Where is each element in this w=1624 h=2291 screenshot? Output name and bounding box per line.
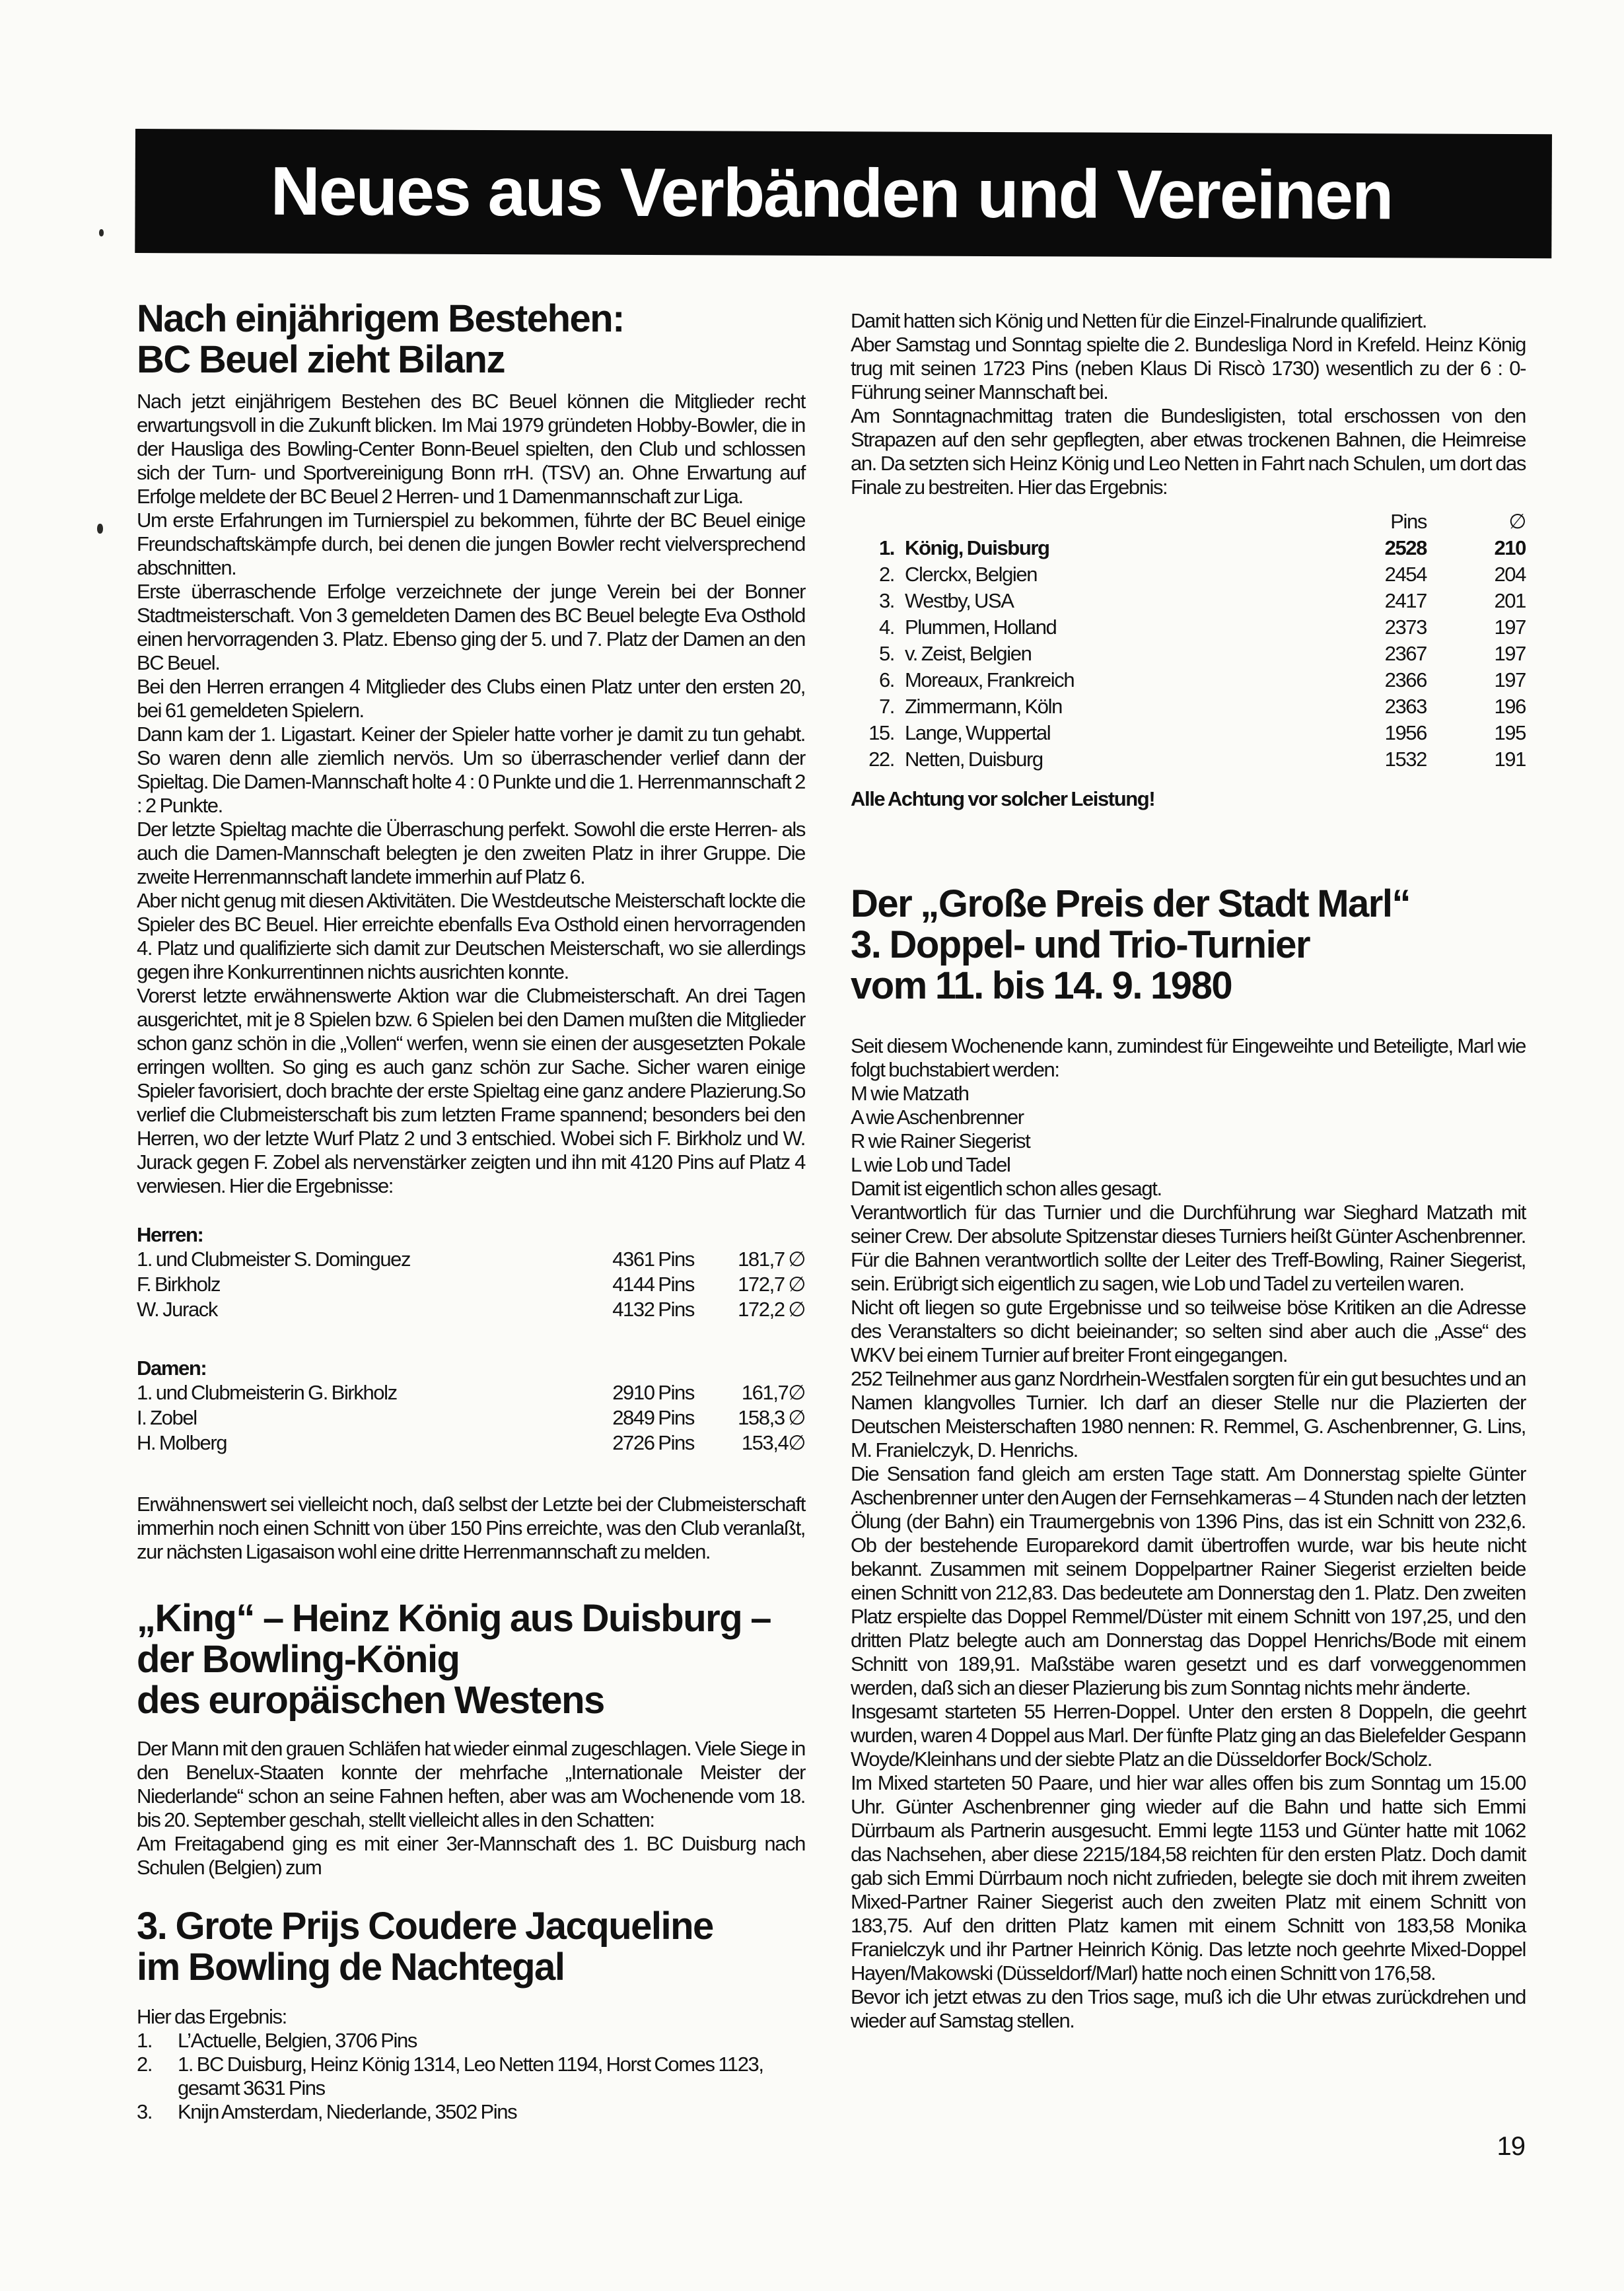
result-name: 1. und Clubmeisterin G. Birkholz <box>137 1381 397 1404</box>
standings-rank: 22. <box>868 748 894 771</box>
standings-name: Zimmermann, Köln <box>905 695 1062 718</box>
result-row <box>137 1272 805 1297</box>
result-average: 158,3 ∅ <box>738 1406 805 1429</box>
standings-average: 210 <box>1494 536 1526 559</box>
heading-line: im Bowling de Nachtegal <box>137 1946 565 1989</box>
standings-pins: 2417 <box>1384 589 1427 612</box>
standings-name: Moreaux, Frankreich <box>905 668 1075 691</box>
masthead-title: Neues aus Verbänden und Vereinen <box>270 153 1393 234</box>
heading-line: Der „Große Preis der Stadt Marl“ <box>851 882 1410 925</box>
standings-row <box>851 667 1526 693</box>
body-paragraph: Die Sensation fand gleich am ersten Tage statt. Am Donnerstag spielte Günter Aschenbrenner unter den Augen der Fernsehkameras – 4 Stunden nach der letzten Ölung (der Bahn) ein Traumergebnis von 1396 Pins, das ist ein Schnitt von 232,6. Ob der bestehende Europarekord damit übertroffen wurde, war bis heute nicht bekannt. Zusammen mit seinem Doppelpartner Rainer Siegerist erzielten beide einen Schnitt von 212,83. Das bedeutete am Donnerstag den 1. Platz. Den zweiten Platz erspielte das Doppel Remmel/Düster mit einem Schnitt von 197,25, und den dritten Platz belegte auch am Donnerstag das Doppel Henrichs/Bode mit einem Schnitt von 189,91. Maßstäbe waren gesetzt und es darf vorweggenommen werden, daß sich an dieser Plazierung bis zum Sonntag nichts mehr änderte. <box>851 1462 1526 1699</box>
result-pins: 2849 Pins <box>612 1406 694 1429</box>
spell-line: R wie Rainer Siegerist <box>851 1129 1030 1152</box>
standings-rank: 4. <box>878 616 894 639</box>
standings-name: Clerckx, Belgien <box>905 563 1038 586</box>
standings-rank: 15. <box>868 721 894 744</box>
standings-average: 197 <box>1494 642 1526 665</box>
heading-line: 3. Doppel- und Trio-Turnier <box>851 923 1310 966</box>
standings-pins: 1956 <box>1384 721 1427 744</box>
scan-speck <box>97 524 103 534</box>
standings-header-spacer <box>894 509 1301 535</box>
scan-speck <box>99 229 104 236</box>
article-marl-heading <box>851 884 1526 1006</box>
standings-name: Westby, USA <box>905 589 1014 612</box>
masthead-banner <box>135 129 1552 258</box>
continuation-paragraph: Am Sonntagnachmittag traten die Bundesligisten, total erschossen von den Strapazen auf den sehr gepflegten, aber etwas trockenen Bahnen, die Heimreise an. Da setzten sich Heinz König und Leo Netten in Fahrt nach Schulen, um dort das Finale zu bestreiten. Hier das Ergebnis: <box>851 404 1526 499</box>
standings-header-spacer <box>851 509 894 535</box>
standings-header-average: ∅ <box>1508 510 1526 533</box>
body-paragraph: Der letzte Spieltag machte die Überraschung perfekt. Sowohl die erste Herren- als auch die Damen-Mannschaft belegten je den zweiten Platz in ihrer Gruppe. Die zweite Herrenmannschaft landete immerhin auf Platz 6. <box>137 818 805 888</box>
standings-name: v. Zeist, Belgien <box>905 642 1032 665</box>
result-pins: 4361 Pins <box>612 1248 694 1271</box>
standings-rank: 1. <box>878 536 894 559</box>
continuation-paragraph: Aber Samstag und Sonntag spielte die 2. Bundesliga Nord in Krefeld. Heinz König trug mit seinen 1723 Pins (neben Klaus Di Riscò 1730) wesentlich zu der 6 : 0-Führung seiner Mannschaft bei. <box>851 333 1526 404</box>
standings-name: König, Duisburg <box>905 536 1049 559</box>
result-name: 1. und Clubmeister S. Dominguez <box>137 1248 411 1271</box>
standings-average: 197 <box>1494 616 1526 639</box>
body-paragraph: 252 Teilnehmer aus ganz Nordrhein-Westfalen sorgten für ein gut besuchtes und an Namen klangvolles Turnier. Ich darf an dieser Stelle nur die Plazierten der Deutschen Meisterschaften 1980 nennen: R. Remmel, G. Aschenbrenner, G. Lins, M. Franielczyk, D. Henrichs. <box>851 1367 1526 1462</box>
result-pins: 4144 Pins <box>612 1273 694 1296</box>
result-row <box>137 1247 805 1272</box>
result-row <box>137 1405 805 1430</box>
standings-average: 204 <box>1494 563 1526 586</box>
body-paragraph: Seit diesem Wochenende kann, zumindest für Eingeweihte und Beteiligte, Marl wie folgt buchstabiert werden: <box>851 1034 1526 1081</box>
standings-pins: 2528 <box>1384 536 1427 559</box>
heading-line: Nach einjährigem Bestehen: <box>137 297 624 340</box>
result-name: I. Zobel <box>137 1406 197 1429</box>
item-text: 1. BC Duisburg, Heinz König 1314, Leo Netten 1194, Horst Comes 1123, gesamt 3631 Pins <box>178 2053 763 2099</box>
standings-average: 195 <box>1494 721 1526 744</box>
body-paragraph: Nicht oft liegen so gute Ergebnisse und so teilweise böse Kritiken an die Adresse des Veranstalters so dicht beieinander; so selten sind aber auch die „Asse“ des WKV bei einem Turnier auf breiter Front eingegangen. <box>851 1296 1526 1366</box>
standings-pins: 2373 <box>1384 616 1427 639</box>
ergebnis-item <box>137 2100 805 2124</box>
standings-rank: 2. <box>878 563 894 586</box>
right-column <box>851 309 1526 2033</box>
ergebnis-item <box>137 2029 805 2053</box>
body-paragraph: Dann kam der 1. Ligastart. Keiner der Spieler hatte vorher je damit zu tun gehabt. So waren denn alle ziemlich nervös. Um so überraschender verlief dann der Spieltag. Die Damen-Mannschaft holte 4 : 0 Punkte und die 1. Herrenmannschaft 2 : 2 Punkte. <box>137 723 805 817</box>
body-paragraph: Der Mann mit den grauen Schläfen hat wieder einmal zugeschlagen. Viele Siege in den Benelux-Staaten konnte der mehrfache „Internationale Meister der Niederlande“ schon an seine Fahnen heften, aber was am Wochenende vom 18. bis 20. September geschah, stellt vielleicht alles in den Schatten: <box>137 1737 805 1831</box>
heading-line: der Bowling-König <box>137 1638 460 1681</box>
result-row <box>137 1380 805 1405</box>
standings-row <box>851 614 1526 641</box>
standings-name: Netten, Duisburg <box>905 748 1043 771</box>
ergebnis-intro: Hier das Ergebnis: <box>137 2005 287 2028</box>
body-paragraph: Bevor ich jetzt etwas zu den Trios sage, muß ich die Uhr etwas zurückdrehen und wieder auf Samstag stellen. <box>851 1985 1526 2032</box>
standings-row <box>851 561 1526 588</box>
standings-pins: 2363 <box>1384 695 1427 718</box>
results-damen-label: Damen: <box>137 1357 207 1380</box>
standings-header-pins: Pins <box>1390 510 1427 533</box>
standings-row <box>851 588 1526 614</box>
standings-rank: 6. <box>878 668 894 691</box>
result-average: 172,2 ∅ <box>738 1298 805 1321</box>
body-paragraph: Im Mixed starteten 50 Paare, und hier war alles offen bis zum Sonntag um 15.00 Uhr. Günter Aschenbrenner ging wieder auf die Bahn und hatte sich Emmi Dürrbaum als Partnerin ausgesucht. Emmi legte 1153 und Günter hatte mit 1062 das Nachsehen, aber diese 2215/184,58 reichten für den ersten Platz. Doch damit gab sich Emmi Dürrbaum noch nicht zufrieden, belegte sie doch mit ihrem zweiten Mixed-Partner Rainer Siegerist auch den zweiten Platz mit einem Schnitt von 183,75. Auf den dritten Platz kamen mit einem Schnitt von 183,58 Monika Franielczyk und ihr Partner Heinrich König. Das letzte noch geehrte Mixed-Doppel Hayen/Makowski (Düsseldorf/Marl) hatte noch einen Schnitt von 176,58. <box>851 1771 1526 1985</box>
standings-average: 197 <box>1494 668 1526 691</box>
left-column <box>137 299 805 2124</box>
standings-average: 196 <box>1494 695 1526 718</box>
heading-line: des europäischen Westens <box>137 1679 604 1722</box>
standings-pins: 1532 <box>1384 748 1427 771</box>
page-number: 19 <box>1497 2132 1525 2161</box>
result-average: 172,7 ∅ <box>738 1273 805 1296</box>
spell-line: L wie Lob und Tadel <box>851 1153 1010 1176</box>
standings-average: 191 <box>1494 748 1526 771</box>
heading-line: vom 11. bis 14. 9. 1980 <box>851 964 1232 1007</box>
result-name: H. Molberg <box>137 1431 227 1454</box>
body-paragraph: Bei den Herren errangen 4 Mitglieder des Clubs einen Platz unter den ersten 20, bei 61 gemeldeten Spielern. <box>137 675 805 722</box>
result-pins: 4132 Pins <box>612 1298 694 1321</box>
body-paragraph: Vorerst letzte erwähnenswerte Aktion war die Clubmeisterschaft. An drei Tagen ausgerichtet, mit je 8 Spielen bzw. 6 Spielen bei den Damen mußten die Mitglieder schon ganz schön in die „Vollen“ werfen, wenn sie einen der ausgesetzten Pokale erringen wollten. So ging es auch ganz schön zur Sache. Sicher waren einige Spieler favorisiert, doch brachte der erste Spieltag eine ganz andere Plazierung.So verlief die Clubmeisterschaft bis zum letzten Frame spannend; besonders bei den Herren, wo der letzte Wurf Platz 2 und 3 entschied. Wobei sich F. Birkholz und W. Jurack gegen F. Zobel als nervenstärker zeigten und ihn mit 4120 Pins auf Platz 4 verwiesen. Hier die Ergebnisse: <box>137 984 805 1197</box>
body-paragraph: Um erste Erfahrungen im Turnierspiel zu bekommen, führte der BC Beuel einige Freundschaftskämpfe durch, bei denen die jungen Bowler recht vielversprechend abschnitten. <box>137 509 805 579</box>
spell-line: Damit ist eigentlich schon alles gesagt. <box>851 1177 1162 1200</box>
body-paragraph: Am Freitagabend ging es mit einer 3er-Mannschaft des 1. BC Duisburg nach Schulen (Belgien) zum <box>137 1832 805 1879</box>
article-king-heading <box>137 1598 805 1721</box>
standings-rank: 5. <box>878 642 894 665</box>
item-text: Knijn Amsterdam, Niederlande, 3502 Pins <box>178 2100 517 2123</box>
kicker-line: Alle Achtung vor solcher Leistung! <box>851 787 1155 810</box>
result-name: F. Birkholz <box>137 1273 221 1296</box>
standings-name: Plummen, Holland <box>905 616 1057 639</box>
heading-line: BC Beuel zieht Bilanz <box>137 338 505 381</box>
result-pins: 2726 Pins <box>612 1431 694 1454</box>
standings-row <box>851 535 1526 561</box>
standings-pins: 2366 <box>1384 668 1427 691</box>
spell-line: A wie Aschenbrenner <box>851 1106 1024 1129</box>
result-row <box>137 1297 805 1322</box>
standings-rank: 7. <box>878 695 894 718</box>
body-paragraph: Erwähnenswert sei vielleicht noch, daß selbst der Letzte bei der Clubmeisterschaft immerhin noch einen Schnitt von über 150 Pins erreichte, was den Club veranlaßt, zur nächsten Ligasaison wohl eine dritte Herrenmannschaft zu melden. <box>137 1493 805 1563</box>
standings-row <box>851 693 1526 720</box>
standings-pins: 2367 <box>1384 642 1427 665</box>
ergebnis-item <box>137 2053 805 2100</box>
item-number: 2. <box>137 2053 153 2076</box>
body-paragraph: Nach jetzt einjährigem Bestehen des BC Beuel können die Mitglieder recht erwartungsvoll in die Zukunft blicken. Im Mai 1979 gründeten Hobby-Bowler, die in der Hausliga des Bowling-Center Bonn-Beuel spielten, den Club und schlossen sich der Turn- und Sportvereinigung Bonn rrH. (TSV) an. Ohne Erwartung auf Erfolge meldete der BC Beuel 2 Herren- und 1 Damenmannschaft zur Liga. <box>137 390 805 508</box>
heading-line: „King“ – Heinz König aus Duisburg – <box>137 1597 771 1640</box>
result-average: 153,4∅ <box>741 1431 805 1454</box>
body-paragraph: Verantwortlich für das Turnier und die Durchführung war Sieghard Matzath mit seiner Crew. Der absolute Spitzenstar dieses Turniers heißt Günter Aschenbrenner. Für die Bahnen verantwortlich sollte der Leiter des Treff-Bowling, Rainer Siegerist, sein. Erübrigt sich eigentlich zu sagen, wie Lob und Tadel zu verteilen waren. <box>851 1201 1526 1295</box>
body-paragraph: Insgesamt starteten 55 Herren-Doppel. Unter den ersten 8 Doppeln, die geehrt wurden, waren 4 Doppel aus Marl. Der fünfte Platz ging an das Bielefelder Gespann Woyde/Kleinhans und der siebte Platz an die Düsseldorfer Bock/Scholz. <box>851 1700 1526 1771</box>
standings-table <box>851 509 1526 773</box>
continuation-paragraph: Damit hatten sich König und Netten für die Einzel-Finalrunde qualifiziert. <box>851 309 1427 332</box>
grote-prijs-heading <box>137 1906 805 1988</box>
standings-row <box>851 720 1526 746</box>
standings-row <box>851 746 1526 773</box>
standings-rank: 3. <box>878 589 894 612</box>
item-number: 1. <box>137 2029 153 2052</box>
result-name: W. Jurack <box>137 1298 217 1321</box>
item-number: 3. <box>137 2100 153 2123</box>
result-row <box>137 1430 805 1456</box>
standings-row <box>851 641 1526 667</box>
standings-pins: 2454 <box>1384 563 1427 586</box>
item-text: L’Actuelle, Belgien, 3706 Pins <box>178 2029 417 2052</box>
article-bc-beuel-heading <box>137 299 805 380</box>
standings-name: Lange, Wuppertal <box>905 721 1051 744</box>
standings-header-row <box>851 509 1526 535</box>
results-herren-label: Herren: <box>137 1223 203 1246</box>
body-paragraph: Erste überraschende Erfolge verzeichnete der junge Verein bei der Bonner Stadtmeisterschaft. Von 3 gemeldeten Damen des BC Beuel belegte Eva Osthold einen hervorragenden 3. Platz. Ebenso ging der 5. und 7. Platz der Damen an den BC Beuel. <box>137 580 805 674</box>
standings-average: 201 <box>1494 589 1526 612</box>
heading-line: 3. Grote Prijs Coudere Jacqueline <box>137 1905 713 1948</box>
result-average: 181,7 ∅ <box>738 1248 805 1271</box>
spell-line: M wie Matzath <box>851 1082 969 1105</box>
body-paragraph: Aber nicht genug mit diesen Aktivitäten. Die Westdeutsche Meisterschaft lockte die Spieler des BC Beuel. Hier erreichte ebenfalls Eva Osthold einen hervorragenden 4. Platz und qualifizierte sich damit zur Deutschen Meisterschaft, wo sie allerdings gegen ihre Konkurrentinnen nichts ausrichten konnte. <box>137 889 805 983</box>
result-average: 161,7∅ <box>741 1381 805 1404</box>
result-pins: 2910 Pins <box>612 1381 694 1404</box>
